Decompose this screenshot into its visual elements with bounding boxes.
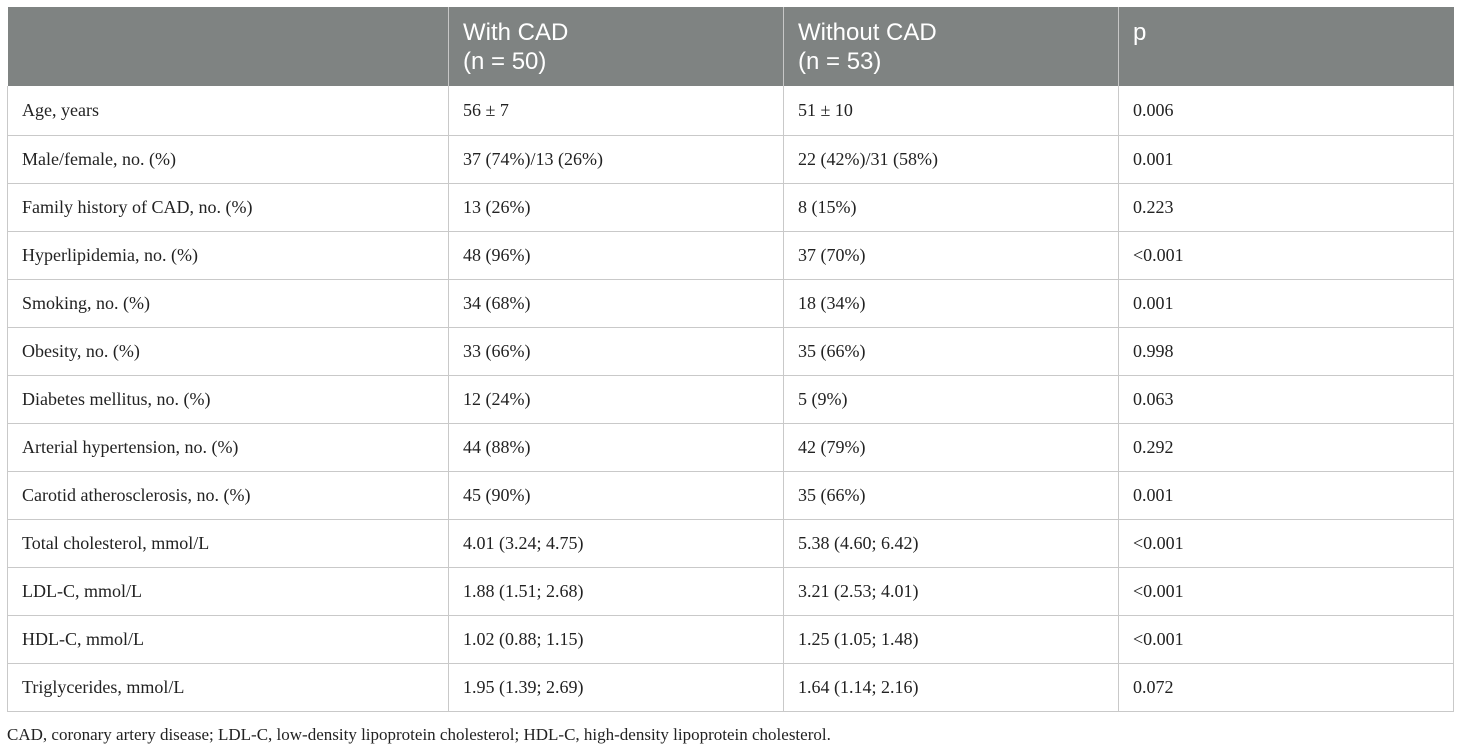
without-cad-cell: 18 (34%) <box>784 279 1119 327</box>
table-row <box>8 135 1454 183</box>
row-label-cell: Total cholesterol, mmol/L <box>8 519 449 567</box>
p-value-cell: <0.001 <box>1119 519 1454 567</box>
table-row <box>8 327 1454 375</box>
p-value-cell: <0.001 <box>1119 567 1454 615</box>
table-row <box>8 663 1454 711</box>
without-cad-cell: 5.38 (4.60; 6.42) <box>784 519 1119 567</box>
with-cad-cell: 1.02 (0.88; 1.15) <box>449 615 784 663</box>
p-value-cell: 0.998 <box>1119 327 1454 375</box>
without-cad-cell: 1.25 (1.05; 1.48) <box>784 615 1119 663</box>
with-cad-cell: 4.01 (3.24; 4.75) <box>449 519 784 567</box>
without-cad-cell: 35 (66%) <box>784 471 1119 519</box>
with-cad-cell: 48 (96%) <box>449 231 784 279</box>
header-cell-with-cad <box>449 7 784 86</box>
row-label-cell: HDL-C, mmol/L <box>8 615 449 663</box>
without-cad-cell: 3.21 (2.53; 4.01) <box>784 567 1119 615</box>
p-value-cell: <0.001 <box>1119 231 1454 279</box>
table-container <box>7 7 1453 712</box>
row-label-cell: Family history of CAD, no. (%) <box>8 183 449 231</box>
row-label-cell: Diabetes mellitus, no. (%) <box>8 375 449 423</box>
header-line: (n = 53) <box>798 48 882 75</box>
without-cad-cell: 1.64 (1.14; 2.16) <box>784 663 1119 711</box>
header-row <box>8 7 1454 86</box>
header-cell-label <box>8 7 449 86</box>
p-value-cell: 0.063 <box>1119 375 1454 423</box>
table-header <box>8 7 1454 86</box>
p-value-cell: 0.292 <box>1119 423 1454 471</box>
with-cad-cell: 56 ± 7 <box>449 86 784 135</box>
p-value-cell: 0.001 <box>1119 279 1454 327</box>
without-cad-cell: 42 (79%) <box>784 423 1119 471</box>
row-label-cell: Age, years <box>8 86 449 135</box>
row-label-cell: Triglycerides, mmol/L <box>8 663 449 711</box>
table-footnote: CAD, coronary artery disease; LDL-C, low-density lipoprotein cholesterol; HDL-C, high-density lipoprotein cholesterol. <box>7 725 831 744</box>
p-value-cell: 0.223 <box>1119 183 1454 231</box>
without-cad-cell: 37 (70%) <box>784 231 1119 279</box>
table-row <box>8 519 1454 567</box>
with-cad-cell: 12 (24%) <box>449 375 784 423</box>
without-cad-cell: 22 (42%)/31 (58%) <box>784 135 1119 183</box>
table-body <box>8 86 1454 711</box>
header-cell-p-value <box>1119 7 1454 86</box>
header-line: Without CAD <box>798 19 937 46</box>
header-cell-without-cad <box>784 7 1119 86</box>
row-label-cell: Male/female, no. (%) <box>8 135 449 183</box>
with-cad-cell: 37 (74%)/13 (26%) <box>449 135 784 183</box>
row-label-cell: Arterial hypertension, no. (%) <box>8 423 449 471</box>
with-cad-cell: 13 (26%) <box>449 183 784 231</box>
with-cad-cell: 44 (88%) <box>449 423 784 471</box>
characteristics-table <box>7 7 1454 712</box>
table-row <box>8 183 1454 231</box>
with-cad-cell: 34 (68%) <box>449 279 784 327</box>
with-cad-cell: 45 (90%) <box>449 471 784 519</box>
row-label-cell: Hyperlipidemia, no. (%) <box>8 231 449 279</box>
table-row <box>8 567 1454 615</box>
table-row <box>8 615 1454 663</box>
table-row <box>8 423 1454 471</box>
header-line: With CAD <box>463 19 569 46</box>
p-value-cell: 0.072 <box>1119 663 1454 711</box>
without-cad-cell: 8 (15%) <box>784 183 1119 231</box>
table-row <box>8 279 1454 327</box>
without-cad-cell: 5 (9%) <box>784 375 1119 423</box>
table-row <box>8 375 1454 423</box>
with-cad-cell: 1.88 (1.51; 2.68) <box>449 567 784 615</box>
header-line: p <box>1133 19 1147 46</box>
p-value-cell: 0.006 <box>1119 86 1454 135</box>
row-label-cell: Smoking, no. (%) <box>8 279 449 327</box>
table-row <box>8 231 1454 279</box>
row-label-cell: Obesity, no. (%) <box>8 327 449 375</box>
with-cad-cell: 1.95 (1.39; 2.69) <box>449 663 784 711</box>
p-value-cell: 0.001 <box>1119 135 1454 183</box>
without-cad-cell: 35 (66%) <box>784 327 1119 375</box>
with-cad-cell: 33 (66%) <box>449 327 784 375</box>
p-value-cell: <0.001 <box>1119 615 1454 663</box>
row-label-cell: Carotid atherosclerosis, no. (%) <box>8 471 449 519</box>
without-cad-cell: 51 ± 10 <box>784 86 1119 135</box>
row-label-cell: LDL-C, mmol/L <box>8 567 449 615</box>
table-row <box>8 471 1454 519</box>
header-line: (n = 50) <box>463 48 547 75</box>
table-row <box>8 86 1454 135</box>
p-value-cell: 0.001 <box>1119 471 1454 519</box>
